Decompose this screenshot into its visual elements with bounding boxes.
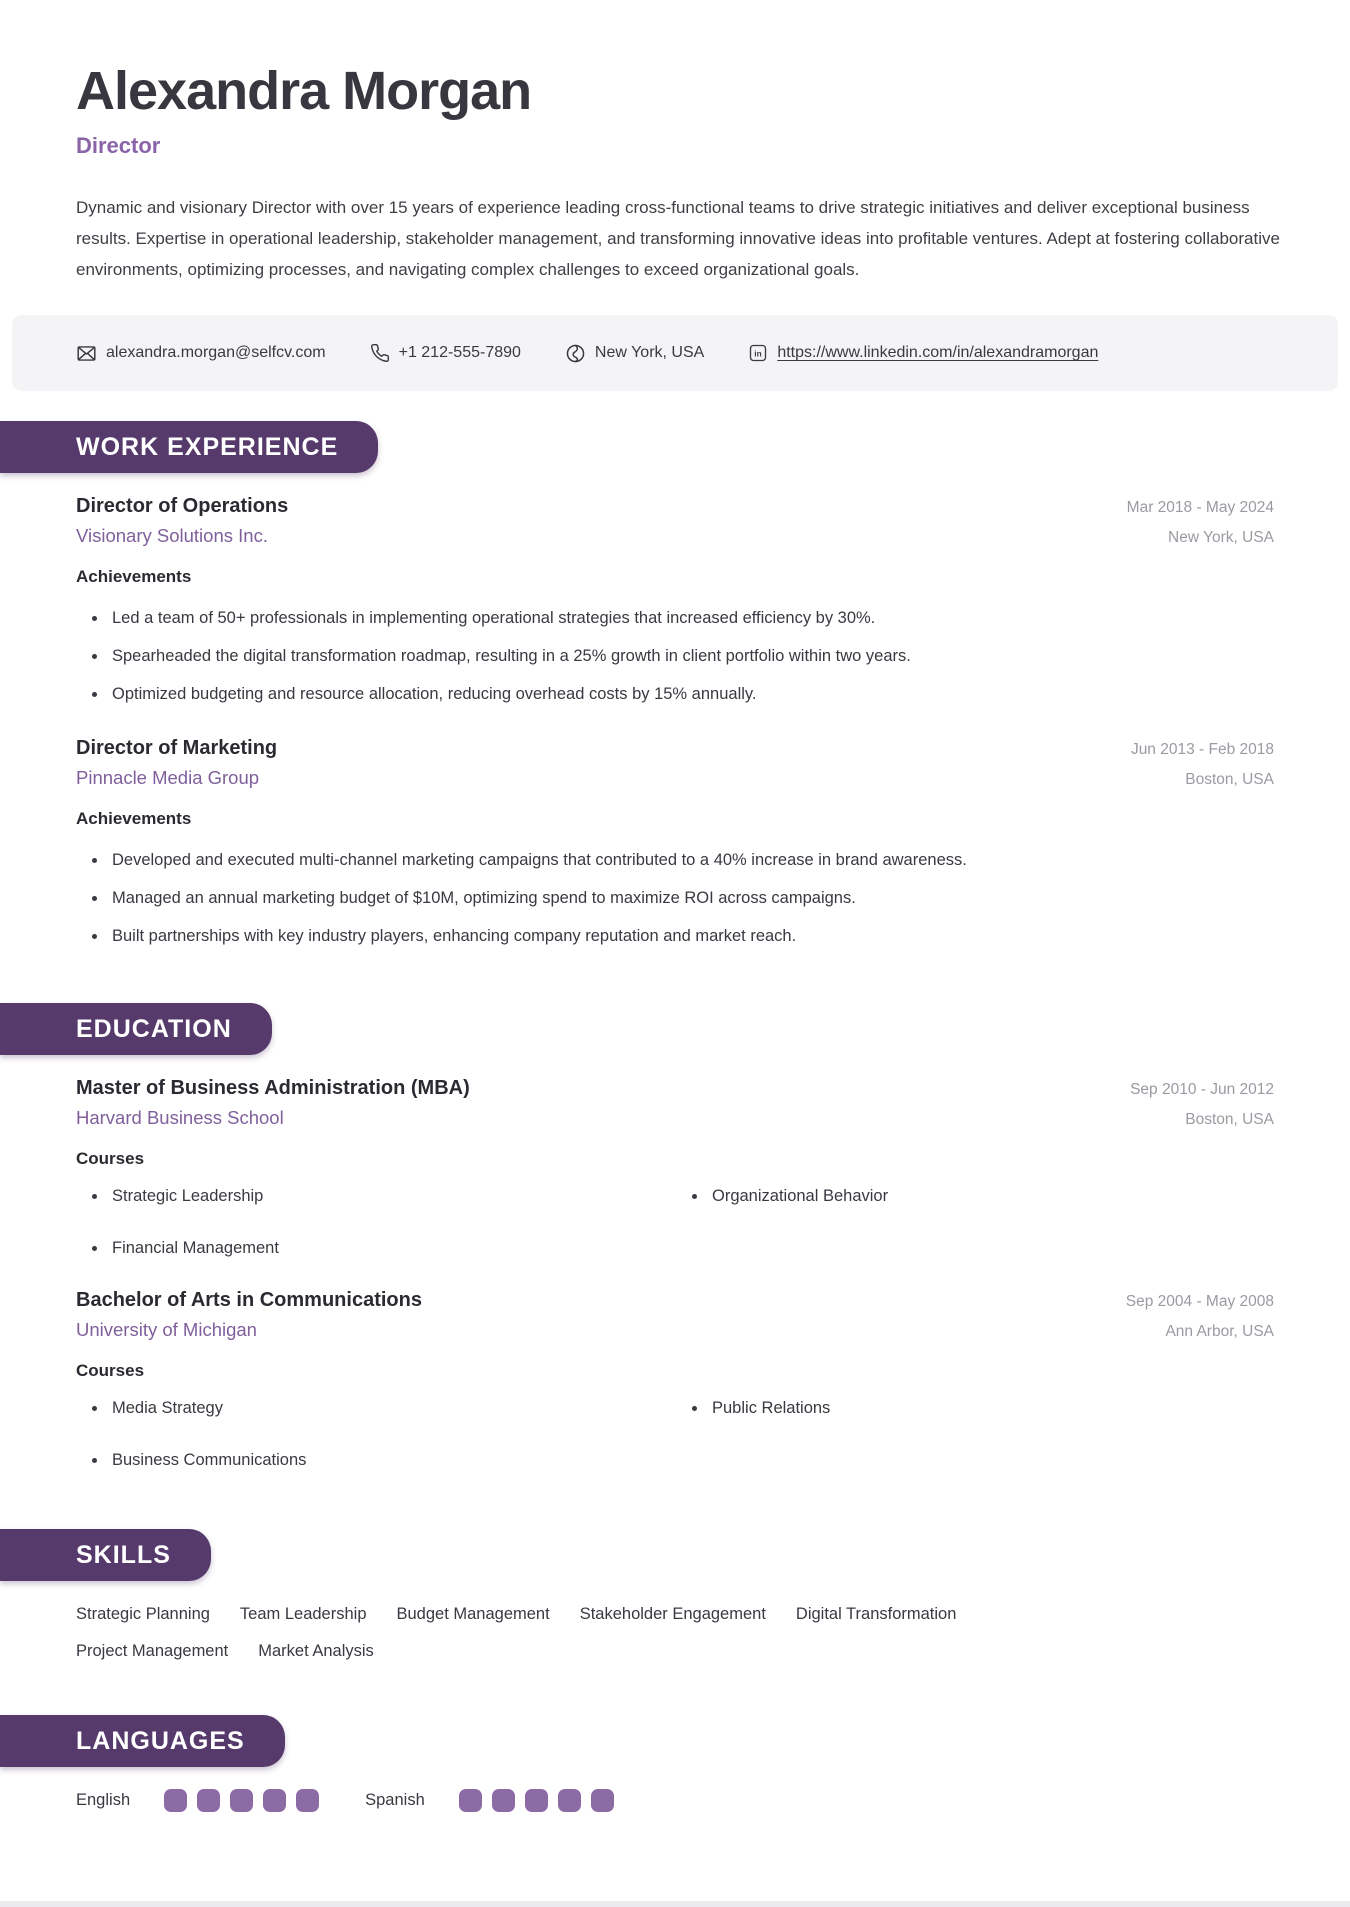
section-header-languages: LANGUAGES — [0, 1715, 285, 1767]
email-icon — [76, 343, 97, 364]
language-group — [365, 1789, 614, 1812]
skill-item: Market Analysis — [258, 1642, 374, 1661]
skill-item: Strategic Planning — [76, 1605, 210, 1624]
job-subhead — [76, 525, 1274, 547]
language-name: English — [76, 1791, 131, 1810]
language-level-square — [591, 1789, 614, 1812]
person-name: Alexandra Morgan — [76, 61, 532, 121]
language-level-square — [459, 1789, 482, 1812]
skill-item: Team Leadership — [239, 1605, 367, 1624]
job-dates: Mar 2018 - May 2024 — [1126, 499, 1274, 517]
job-head — [76, 737, 1274, 760]
contact-phone-text: +1 212-555-7890 — [398, 344, 521, 362]
school-entry — [0, 1289, 1350, 1473]
job-location: Boston, USA — [1185, 771, 1274, 789]
school-title: Master of Business Administration (MBA) — [76, 1077, 470, 1100]
contact-email-text: alexandra.morgan@selfcv.com — [106, 344, 326, 362]
school-location: Boston, USA — [1185, 1111, 1274, 1129]
job-entry — [0, 495, 1350, 709]
language-level-square — [525, 1789, 548, 1812]
linkedin-icon — [748, 343, 768, 363]
language-group — [76, 1789, 319, 1812]
school-items — [76, 1183, 1276, 1261]
language-level-square — [492, 1789, 515, 1812]
language-level-square — [230, 1789, 253, 1812]
job-item: Developed and executed multi-channel marketing campaigns that contributed to a 40% increase in brand awareness. — [76, 845, 1256, 875]
contact-email — [76, 343, 326, 364]
school-items — [76, 1395, 1276, 1473]
school-item: Business Communications — [76, 1447, 676, 1473]
work-experience-section — [0, 391, 1350, 951]
page-bottom-divider — [0, 1901, 1350, 1907]
language-level-square — [197, 1789, 220, 1812]
section-header-education: EDUCATION — [0, 1003, 272, 1055]
education-section — [0, 959, 1350, 1473]
school-title: Bachelor of Arts in Communications — [76, 1289, 422, 1312]
languages-section — [0, 1661, 1350, 1812]
phone-icon — [370, 343, 390, 363]
job-list-label: Achievements — [76, 567, 192, 587]
contact-bar — [12, 315, 1338, 391]
language-level-square — [263, 1789, 286, 1812]
school-item: Strategic Leadership — [76, 1183, 676, 1209]
school-organization: Harvard Business School — [76, 1107, 284, 1129]
languages-list — [76, 1789, 1274, 1812]
school-item: Media Strategy — [76, 1395, 676, 1421]
section-header-work-experience: WORK EXPERIENCE — [0, 421, 378, 473]
globe-icon — [565, 343, 586, 364]
skill-item: Budget Management — [396, 1605, 550, 1624]
skills-section — [0, 1473, 1350, 1661]
school-entry — [0, 1077, 1350, 1261]
contact-location-text: New York, USA — [594, 344, 705, 362]
profile-summary: Dynamic and visionary Director with over 15 years of experience leading cross-functional teams to drive strategic initiatives and deliver exceptional business results. Expertise in operational leadership, stakeholder management, and transforming innovative ideas into profitable ventures. Adept at fostering collaborative environments, optimizing processes, and navigating complex challenges to exceed organizational goals. — [76, 198, 1280, 280]
language-name: Spanish — [365, 1791, 425, 1810]
job-subhead — [76, 767, 1274, 789]
schools-list — [0, 1077, 1350, 1473]
contact-location — [565, 343, 704, 364]
language-level-square — [164, 1789, 187, 1812]
skill-item: Project Management — [76, 1642, 229, 1661]
contact-phone — [370, 343, 521, 363]
school-list-label: Courses — [76, 1361, 145, 1381]
linkedin-link[interactable]: https://www.linkedin.com/in/alexandramorgan — [777, 344, 1099, 362]
skills-list — [76, 1605, 1076, 1661]
job-dates: Jun 2013 - Feb 2018 — [1130, 741, 1274, 759]
job-location: New York, USA — [1168, 529, 1274, 547]
school-item: Financial Management — [76, 1235, 676, 1261]
job-organization: Visionary Solutions Inc. — [76, 525, 268, 547]
school-dates: Sep 2010 - Jun 2012 — [1130, 1081, 1274, 1099]
skill-item: Digital Transformation — [795, 1605, 957, 1624]
language-level-square — [558, 1789, 581, 1812]
header — [0, 0, 1350, 285]
job-item: Spearheaded the digital transformation roadmap, resulting in a 25% growth in client portfolio within two years. — [76, 641, 1256, 671]
job-item: Managed an annual marketing budget of $10M, optimizing spend to maximize ROI across campaigns. — [76, 883, 1256, 913]
language-level-square — [296, 1789, 319, 1812]
school-head — [76, 1077, 1274, 1100]
svg-text:in: in — [754, 348, 763, 359]
school-subhead — [76, 1107, 1274, 1129]
job-item: Optimized budgeting and resource allocation, reducing overhead costs by 15% annually. — [76, 679, 1256, 709]
language-level — [459, 1789, 614, 1812]
school-dates: Sep 2004 - May 2008 — [1125, 1293, 1274, 1311]
job-list-label: Achievements — [76, 809, 192, 829]
job-item: Led a team of 50+ professionals in implementing operational strategies that increased efficiency by 30%. — [76, 603, 1256, 633]
school-list-label: Courses — [76, 1149, 145, 1169]
job-title: Director of Marketing — [76, 737, 278, 760]
contact-linkedin — [748, 343, 1098, 363]
school-item: Organizational Behavior — [676, 1183, 1276, 1209]
job-head — [76, 495, 1274, 518]
job-item: Built partnerships with key industry players, enhancing company reputation and market reach. — [76, 921, 1256, 951]
skill-item: Stakeholder Engagement — [579, 1605, 766, 1624]
job-title: Director of Operations — [76, 495, 289, 518]
language-level — [164, 1789, 319, 1812]
section-header-skills: SKILLS — [0, 1529, 211, 1581]
school-organization: University of Michigan — [76, 1319, 257, 1341]
school-item: Public Relations — [676, 1395, 1276, 1421]
jobs-list — [0, 495, 1350, 951]
job-entry — [0, 737, 1350, 951]
school-location: Ann Arbor, USA — [1165, 1323, 1274, 1341]
job-items — [76, 603, 1274, 709]
school-head — [76, 1289, 1274, 1312]
person-job-title: Director — [76, 133, 161, 159]
school-subhead — [76, 1319, 1274, 1341]
job-organization: Pinnacle Media Group — [76, 767, 260, 789]
job-items — [76, 845, 1274, 951]
